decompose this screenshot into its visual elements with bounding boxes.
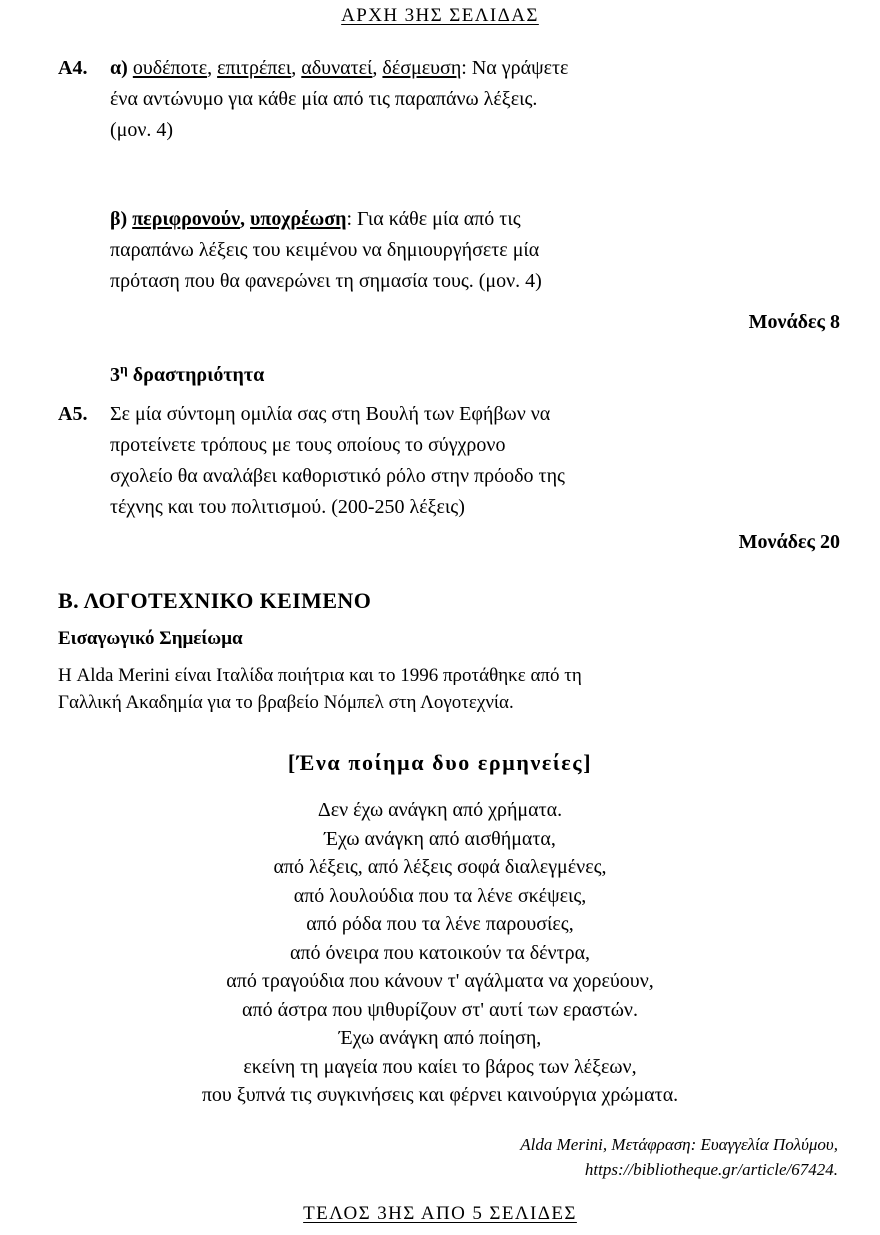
poem-line: από όνειρα που κατοικούν τα δέντρα, (289, 941, 591, 964)
page-header-text: ΑΡΧΗ 3ΗΣ ΣΕΛΙΔΑΣ (341, 5, 539, 26)
poem-line: Έχω ανάγκη από ποίηση, (338, 1027, 542, 1049)
question-a4-part-a-line2: ένα αντώνυμο για κάθε μία από τις παραπάνω λέξεις. (110, 88, 538, 110)
page-footer-text: ΤΕΛΟΣ 3ΗΣ ΑΠΟ 5 ΣΕΛΙΔΕΣ (303, 1203, 577, 1224)
question-a5-marks: Μονάδες 20 (738, 531, 840, 553)
poem-line: από τραγούδια που κάνουν τ' αγάλματα να χορεύουν, (226, 970, 654, 992)
part-b-marker: β) (110, 208, 128, 230)
poem-line: εκείνη τη μαγεία που καίει το βάρος των λέξεων, (243, 1055, 637, 1078)
poem-line: από άστρα που ψιθυρίζουν στ' αυτί των εραστών. (242, 998, 638, 1021)
literary-section-title: Β. ΛΟΓΟΤΕΧΝΙΚΟ ΚΕΙΜΕΝΟ (58, 588, 372, 613)
question-a5-body (110, 399, 880, 523)
page-header (0, 0, 880, 27)
sep-1: , (207, 57, 218, 79)
poem-attribution-source: https://bibliotheque.gr/article/67424. (584, 1159, 838, 1179)
poem-line: από λουλούδια που τα λένε σκέψεις, (293, 884, 587, 907)
poem-line: από ρόδα που τα λένε παρουσίες, (306, 913, 574, 935)
poem-line: από λέξεις, από λέξεις σοφά διαλεγμένες, (273, 856, 607, 878)
question-a4 (0, 53, 880, 146)
term-perifronoun: περιφρονούν (132, 208, 241, 230)
question-a4-part-a-line3: (μον. 4) (110, 119, 174, 141)
poem-attribution-credit: Alda Merini, Μετάφραση: Ευαγγελία Πολύμου, (520, 1134, 838, 1154)
term-epitrepei: επιτρέπει (217, 57, 292, 79)
poem-line: Έχω ανάγκη από αισθήματα, (324, 827, 556, 850)
question-a5-line4: τέχνης και του πολιτισμού. (200-250 λέξεις) (110, 496, 465, 518)
question-a4-marks: Μονάδες 8 (748, 311, 840, 333)
question-a5-line1: Σε μία σύντομη ομιλία σας στη Βουλή των Εφήβων να (110, 403, 551, 425)
sep-b-1: , (240, 208, 251, 230)
term-adynatei: αδυνατεί (301, 57, 373, 79)
poem-body (0, 796, 880, 1110)
poem-line: Δεν έχω ανάγκη από χρήματα. (317, 799, 563, 821)
part-a-marker: α) (110, 57, 128, 79)
question-a4-part-a-line1 (110, 53, 840, 84)
activity-3-number: 3 (110, 364, 120, 386)
part-a-line1-tail: Να γράψετε (471, 57, 569, 79)
activity-3-heading (0, 360, 880, 391)
question-a5-line3: σχολείο θα αναλάβει καθοριστικό ρόλο στην πρόοδο της (110, 465, 565, 487)
term-oudepote: ουδέποτε (132, 57, 208, 79)
literary-intro-line2: Γαλλική Ακαδημία για το βραβείο Νόμπελ στη Λογοτεχνία. (58, 692, 514, 713)
colon-a: : (461, 57, 472, 79)
question-a4-part-b-line2: παραπάνω λέξεις του κειμένου να δημιουργήσετε μία (110, 239, 540, 261)
question-a5-line2: προτείνετε τρόπους με τους οποίους το σύγχρονο (110, 434, 506, 456)
literary-intro-line1: Η Alda Merini είναι Ιταλίδα ποιήτρια και το 1996 προτάθηκε από τη (58, 665, 582, 686)
activity-3-label: δραστηριότητα (127, 364, 265, 386)
literary-intro (0, 662, 880, 716)
question-a4-part-b-line1 (110, 204, 840, 235)
term-ypochreosi: υποχρέωση (250, 208, 347, 230)
term-desmeysi: δέσμευση (382, 57, 462, 79)
part-b-line1-tail: Για κάθε μία από τις (357, 208, 521, 230)
question-a5-label: Α5. (58, 403, 88, 425)
colon-b: : (346, 208, 358, 230)
question-a5 (0, 399, 880, 523)
literary-subtitle: Εισαγωγικό Σημείωμα (58, 628, 243, 649)
poem-attribution (0, 1132, 880, 1182)
page-footer (0, 1203, 880, 1225)
question-a4-part-b-body (110, 204, 880, 297)
sep-2: , (291, 57, 302, 79)
question-a4-part-a-body (110, 53, 880, 146)
question-a4-part-b (0, 204, 880, 297)
question-a4-part-b-line3: πρόταση που θα φανερώνει τη σημασία τους. (μον. 4) (110, 270, 542, 292)
poem-title: [Ένα ποίημα δυο ερμηνείες] (287, 750, 593, 775)
activity-3-ordinal-suffix: η (120, 361, 128, 377)
sep-3: , (372, 57, 383, 79)
poem-line: που ξυπνά τις συγκινήσεις και φέρνει καινούργια χρώματα. (201, 1084, 679, 1106)
question-a4-label: Α4. (58, 57, 88, 79)
